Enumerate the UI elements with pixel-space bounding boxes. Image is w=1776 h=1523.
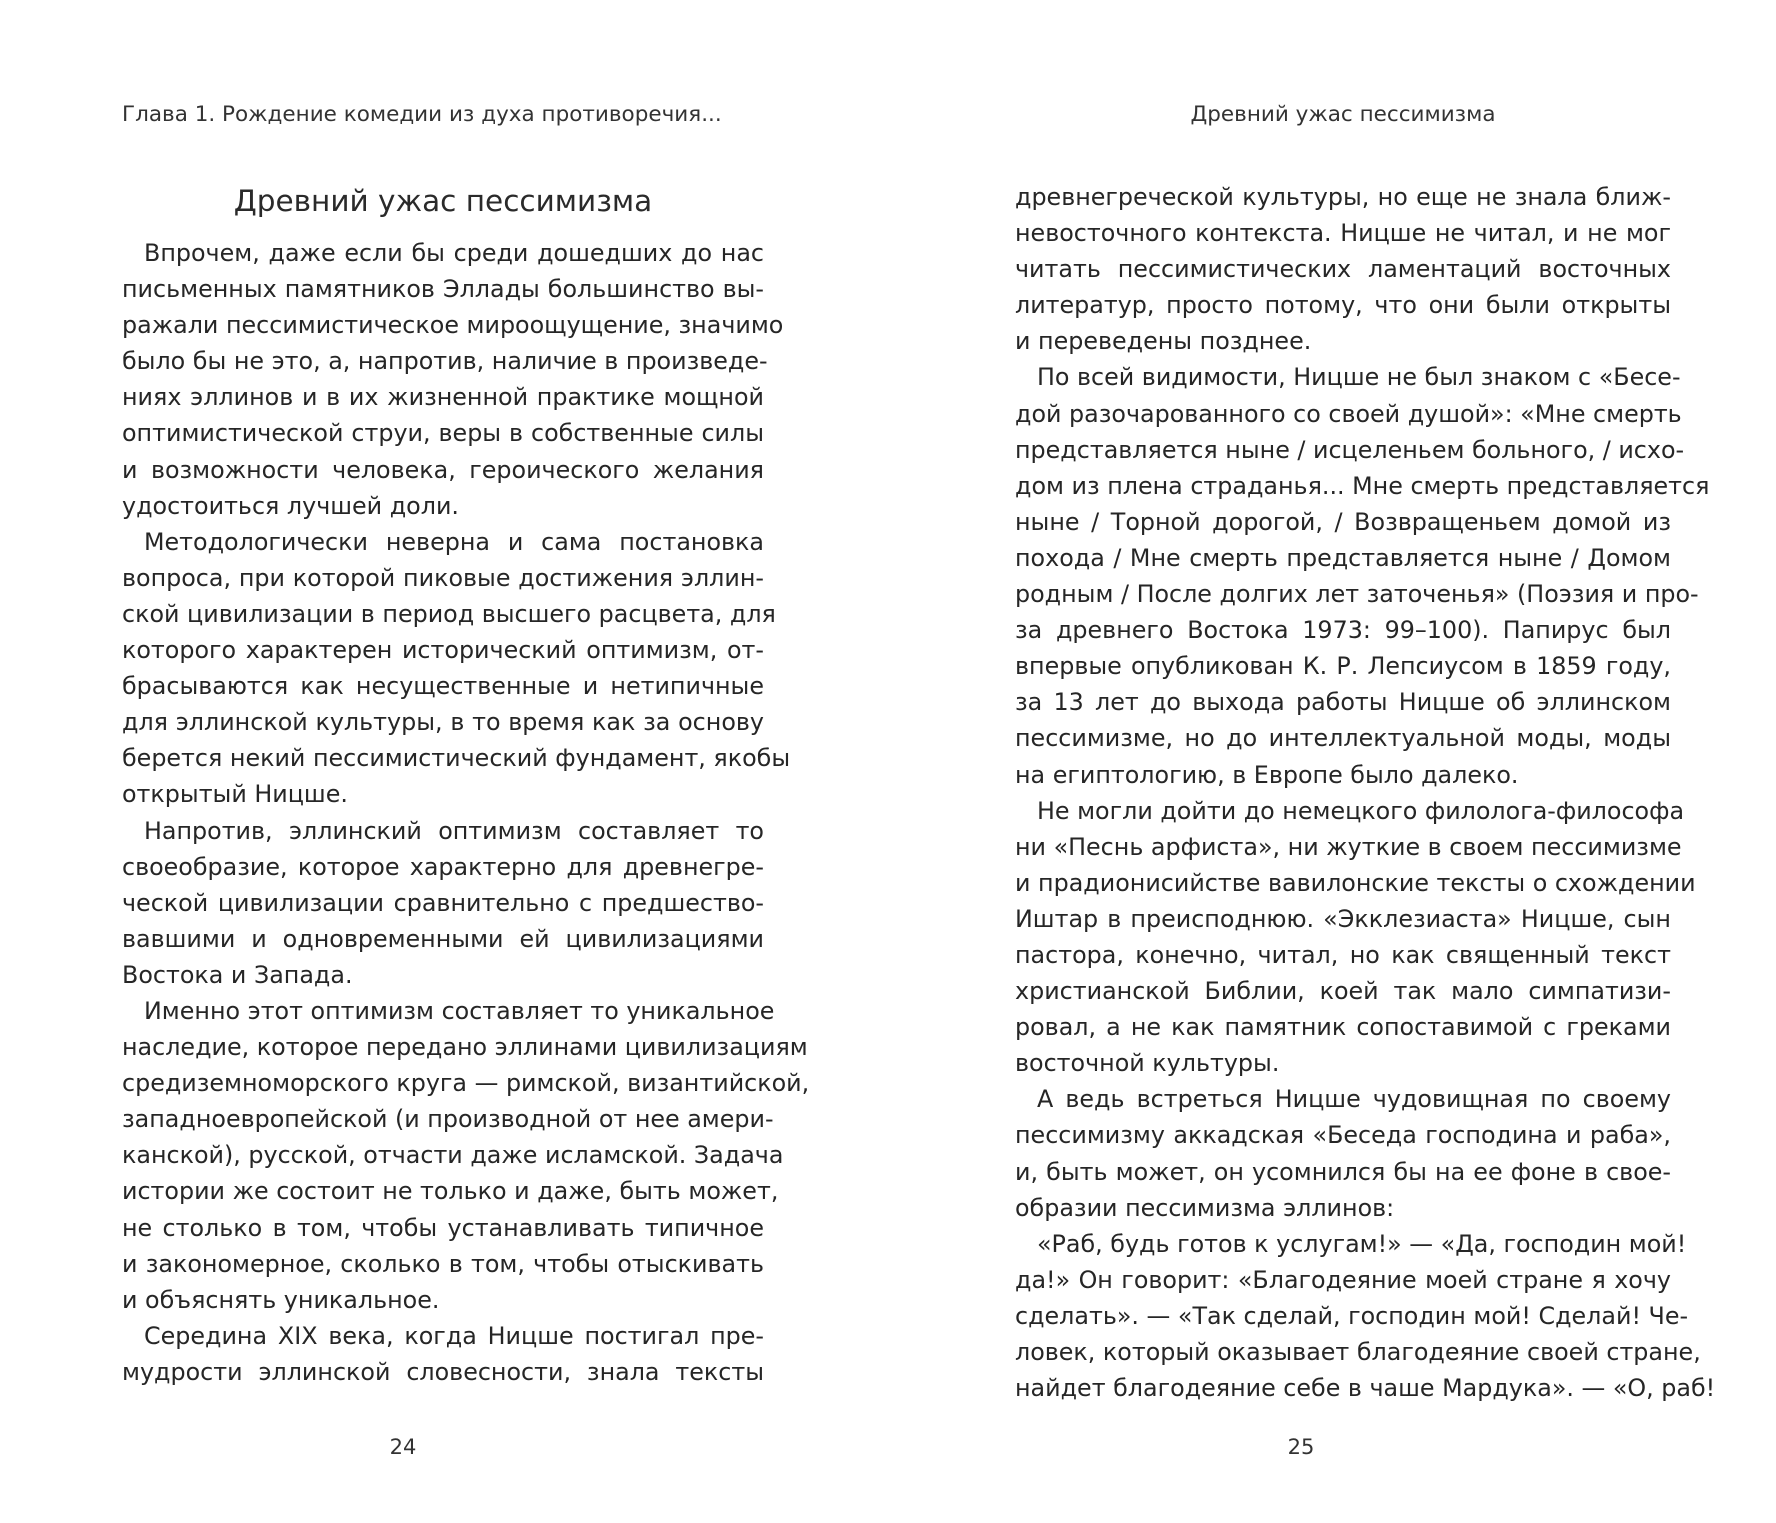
text-line: ниях эллинов и в их жизненной практике мощной (122, 383, 764, 412)
text-line: ни «Песнь арфиста», ни жуткие в своем пессимизме (1015, 832, 1682, 861)
text-line: христианской Библии, коей так мало симпатизи- (1015, 977, 1671, 1006)
text-line: представляется ныне / исцеленьем больного, / исхо- (1015, 435, 1685, 464)
paragraph (1015, 359, 1710, 792)
text-line: ныне / Торной дорогой, / Возвращеньем домой из (1015, 507, 1671, 536)
text-line: Впрочем, даже если бы среди дошедших до нас (144, 239, 764, 267)
text-line: читать пессимистических ламентаций восточных (1015, 255, 1671, 284)
text-line: древнегреческой культуры, но еще не знала ближ- (1015, 183, 1671, 211)
text-line: образии пессимизма эллинов: (1015, 1193, 1395, 1222)
paragraph (122, 813, 764, 993)
text-line: впервые опубликован К. Р. Лепсиусом в 1859 году, (1015, 652, 1671, 681)
text-line: на египтологию, в Европе было далеко. (1015, 760, 1519, 789)
left-body-text (122, 235, 810, 1390)
text-line: ской цивилизации в период высшего расцвета, для (122, 599, 776, 628)
text-line: и переведены позднее. (1015, 327, 1312, 356)
paragraph (1015, 179, 1671, 359)
text-line: сделать». — «Так сделай, господин мой! Сделай! Че- (1015, 1301, 1689, 1330)
text-line: вавшими и одновременными ей цивилизациями (122, 924, 764, 953)
paragraph (1015, 1226, 1716, 1406)
text-line: и прадионисийстве вавилонские тексты о схождении (1015, 868, 1696, 897)
text-line: удостоиться лучшей доли. (122, 491, 459, 520)
text-line: оптимистической струи, веры в собственные силы (122, 419, 764, 448)
paragraph (122, 524, 791, 813)
paragraph (1015, 1081, 1671, 1225)
text-line: невосточного контекста. Ницше не читал, и не мог (1015, 219, 1671, 248)
paragraph (1015, 793, 1696, 1082)
text-line: да!» Он говорит: «Благодеяние моей стране я хочу (1015, 1265, 1671, 1294)
right-page-number: 25 (1287, 1435, 1315, 1459)
text-line: дом из плена страданья... Мне смерть представляется (1015, 471, 1710, 500)
text-line: ровал, а не как памятник сопоставимой с греками (1015, 1013, 1671, 1042)
text-line: мудрости эллинской словесности, знала тексты (122, 1357, 764, 1386)
text-line: пессимизму аккадская «Беседа господина и раба», (1015, 1121, 1671, 1150)
text-line: ловек, который оказывает благодеяние своей стране, (1015, 1338, 1701, 1366)
text-line: найдет благодеяние себе в чаше Мардука». — «О, раб! (1015, 1374, 1716, 1403)
paragraph (122, 235, 784, 524)
text-line: Методологически неверна и сама постановка (144, 527, 764, 556)
paragraph (122, 993, 810, 1318)
text-line: Не могли дойти до немецкого филолога-философа (1037, 796, 1685, 825)
left-page (122, 0, 810, 1523)
text-line: своеобразие, которое характерно для древнегре- (122, 852, 764, 881)
text-line: литератур, просто потому, что они были открыты (1015, 291, 1671, 320)
text-line: и, быть может, он усомнился бы на ее фоне в свое- (1015, 1157, 1671, 1186)
text-line: родным / После долгих лет заточенья» (Поэзия и про- (1015, 580, 1699, 609)
text-line: ческой цивилизации сравнительно с предшество- (122, 888, 764, 917)
paragraph (122, 1318, 764, 1390)
text-line: похода / Мне смерть представляется ныне / Домом (1015, 543, 1671, 572)
text-line: открытый Ницше. (122, 780, 348, 809)
text-line: за древнего Востока 1973: 99–100). Папирус был (1015, 616, 1671, 645)
left-page-number: 24 (389, 1435, 417, 1459)
text-line: дой разочарованного со своей душой»: «Мне смерть (1015, 399, 1682, 428)
text-line: средиземноморского круга — римской, византийской, (122, 1069, 810, 1098)
text-line: было бы не это, а, напротив, наличие в произведе- (122, 347, 768, 376)
text-line: наследие, которое передано эллинами цивилизациям (122, 1033, 808, 1062)
text-line: По всей видимости, Ницше не был знаком с «Бесе- (1037, 363, 1681, 392)
left-running-head: Глава 1. Рождение комедии из духа противоречия... (122, 102, 722, 127)
text-line: Напротив, эллинский оптимизм составляет то (144, 816, 764, 845)
text-line: истории же состоит не только и даже, быть может, (122, 1177, 779, 1206)
text-line: пессимизме, но до интеллектуальной моды, моды (1015, 724, 1671, 753)
text-line: Востока и Запада. (122, 960, 353, 989)
text-line: западноевропейской (и производной от нее амери- (122, 1105, 774, 1134)
text-line: не столько в том, чтобы устанавливать типичное (122, 1213, 764, 1242)
text-line: Иштар в преисподнюю. «Экклезиаста» Ницше, сын (1015, 904, 1671, 933)
text-line: брасываются как несущественные и нетипичные (122, 672, 764, 701)
section-title: Древний ужас пессимизма (233, 184, 653, 218)
text-line: и закономерное, сколько в том, чтобы отыскивать (122, 1249, 764, 1278)
text-line: пастора, конечно, читал, но как священный текст (1015, 940, 1671, 969)
text-line: и объяснять уникальное. (122, 1285, 440, 1314)
text-line: и возможности человека, героического желания (122, 455, 764, 484)
text-line: А ведь встреться Ницше чудовищная по своему (1037, 1085, 1671, 1114)
right-running-head: Древний ужас пессимизма (1190, 102, 1496, 127)
text-line: вопроса, при которой пиковые достижения эллин- (122, 563, 764, 592)
text-line: которого характерен исторический оптимизм, от- (122, 636, 764, 665)
text-line: ражали пессимистическое мироощущение, значимо (122, 311, 784, 340)
text-line: за 13 лет до выхода работы Ницше об эллинском (1015, 688, 1671, 717)
text-line: письменных памятников Эллады большинство вы- (122, 275, 764, 304)
text-line: Именно этот оптимизм составляет то уникальное (144, 996, 775, 1025)
text-line: «Раб, будь готов к услугам!» — «Да, господин мой! (1037, 1229, 1687, 1258)
text-line: Середина XIX века, когда Ницше постигал пре- (144, 1321, 764, 1350)
text-line: берется некий пессимистический фундамент, якобы (122, 744, 791, 773)
right-body-text (1015, 179, 1716, 1406)
text-line: восточной культуры. (1015, 1049, 1280, 1078)
text-line: для эллинской культуры, в то время как за основу (122, 708, 764, 737)
right-page (1015, 0, 1716, 1523)
text-line: канской), русской, отчасти даже исламской. Задача (122, 1141, 784, 1170)
